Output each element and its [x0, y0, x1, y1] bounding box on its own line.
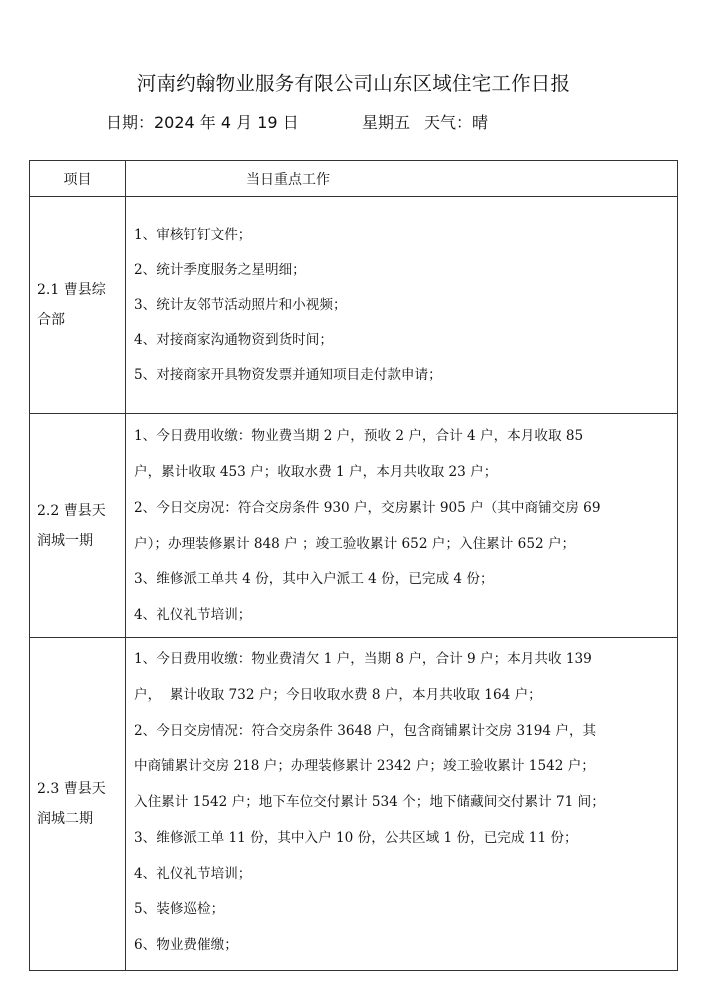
work-item: 1、今日费用收缴：物业费当期 2 户，预收 2 户，合计 4 户，本月收取 85	[134, 428, 584, 445]
work-item: 入住累计 1542 户；地下车位交付累计 534 个；地下储藏间交付累计 71 间；	[134, 794, 605, 811]
weather: 天气：晴	[424, 113, 489, 132]
work-item: 1、今日费用收缴：物业费清欠 1 户，当期 8 户，合计 9 户；本月共收 139	[134, 650, 592, 667]
project-name-line: 合部	[37, 312, 65, 328]
work-item: 3、维修派工单 11 份，其中入户 10 份，公共区域 1 份，已完成 11 份；	[134, 829, 578, 846]
daily-work-table	[29, 160, 678, 971]
project-name-line: 2.3 曹县天	[37, 781, 106, 797]
table-row	[30, 638, 678, 971]
project-name-line: 2.2 曹县天	[37, 502, 106, 519]
work-item: 3、维修派工单共 4 份，其中入户派工 4 份，已完成 4 份；	[134, 571, 494, 588]
report-date: 日期：2024 年 4 月 19 日	[106, 113, 299, 132]
work-item: 户， 累计收取 732 户；今日收取水费 8 户，本月共收取 164 户；	[134, 686, 542, 703]
work-item: 中商铺累计交房 218 户；办理装修累计 2342 户；竣工验收累计 1542 户；	[134, 758, 595, 775]
work-cell	[126, 414, 678, 638]
project-cell	[30, 197, 126, 414]
project-name-line: 2.1 曹县综	[37, 282, 106, 298]
weekday: 星期五	[362, 113, 411, 132]
work-item: 4、对接商家沟通物资到货时间；	[134, 332, 333, 348]
project-cell	[30, 638, 126, 971]
work-item: 5、装修巡检；	[134, 901, 225, 918]
column-header-project: 项目	[30, 161, 126, 197]
project-name-line: 润城二期	[37, 811, 93, 827]
project-name-line: 润城一期	[37, 532, 93, 549]
work-cell	[126, 197, 678, 414]
work-item: 1、审核钉钉文件；	[134, 227, 252, 243]
work-item: 2、今日交房况：符合交房条件 930 户，交房累计 905 户（其中商铺交房 69	[134, 499, 601, 516]
work-item: 5、对接商家开具物资发票并通知项目走付款申请；	[134, 367, 442, 383]
work-item: 户，累计收取 453 户；收取水费 1 户，本月共收取 23 户；	[134, 463, 498, 480]
report-title: 河南约翰物业服务有限公司山东区域住宅工作日报	[136, 72, 571, 95]
table-row	[30, 414, 678, 638]
work-item: 4、礼仪礼节培训；	[134, 865, 252, 882]
column-header-work: 当日重点工作	[126, 161, 678, 197]
table-row	[30, 197, 678, 414]
work-item: 2、今日交房情况：符合交房条件 3648 户，包含商铺累计交房 3194 户，其	[134, 722, 597, 739]
work-item: 6、物业费催缴；	[134, 937, 238, 954]
work-item: 3、统计友邻节活动照片和小视频；	[134, 297, 347, 313]
project-cell	[30, 414, 126, 638]
weekday-weather	[362, 110, 502, 133]
work-item: 户）；办理装修累计 848 户 ；竣工验收累计 652 户；入住累计 652 户；	[134, 535, 576, 552]
table-header-row	[30, 161, 678, 197]
work-item: 2、统计季度服务之星明细；	[134, 262, 306, 278]
work-item: 4、礼仪礼节培训；	[134, 607, 252, 624]
work-cell	[126, 638, 678, 971]
